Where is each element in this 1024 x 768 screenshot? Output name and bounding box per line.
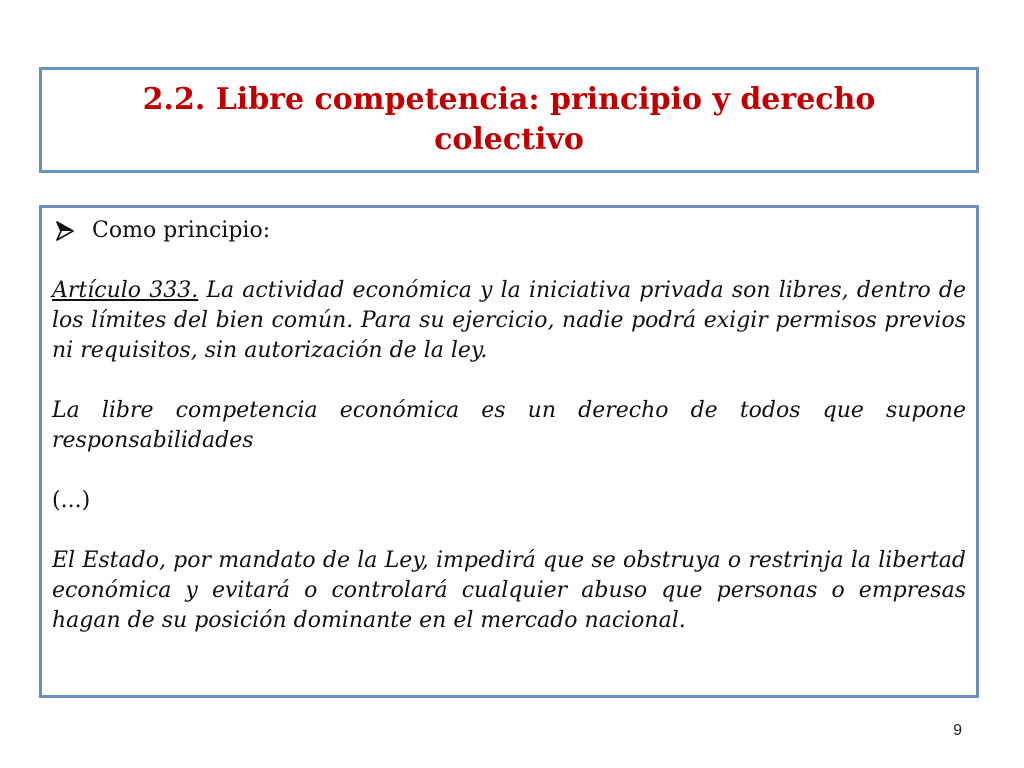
article-paragraph <box>52 276 966 366</box>
arrow-bullet-icon <box>56 220 74 242</box>
paragraph-2: La libre competencia económica es un derecho de todos que supone responsabilidades <box>52 398 966 453</box>
page-number: 9 <box>953 722 962 739</box>
bullet-text: Como principio: <box>92 218 271 243</box>
title-box <box>39 67 979 173</box>
ellipsis: (...) <box>52 488 91 513</box>
article-text: La actividad económica y la iniciativa privada son libres, dentro de los límites del bien común. Para su ejercicio, nadie podrá exigir permisos previos ni requisitos, sin autorización de la ley. <box>52 278 966 363</box>
slide-title: 2.2. Libre competencia: principio y derecho colectivo <box>142 82 876 157</box>
bullet-item <box>52 216 966 246</box>
paragraph-3: El Estado, por mandato de la Ley, impedirá que se obstruya o restrinja la libertad económica y evitará o controlará cualquier abuso que personas o empresas hagan de su posición dominante en el mercado nacional. <box>52 548 966 633</box>
article-reference: Artículo 333. <box>52 278 199 303</box>
content-box <box>39 205 979 698</box>
